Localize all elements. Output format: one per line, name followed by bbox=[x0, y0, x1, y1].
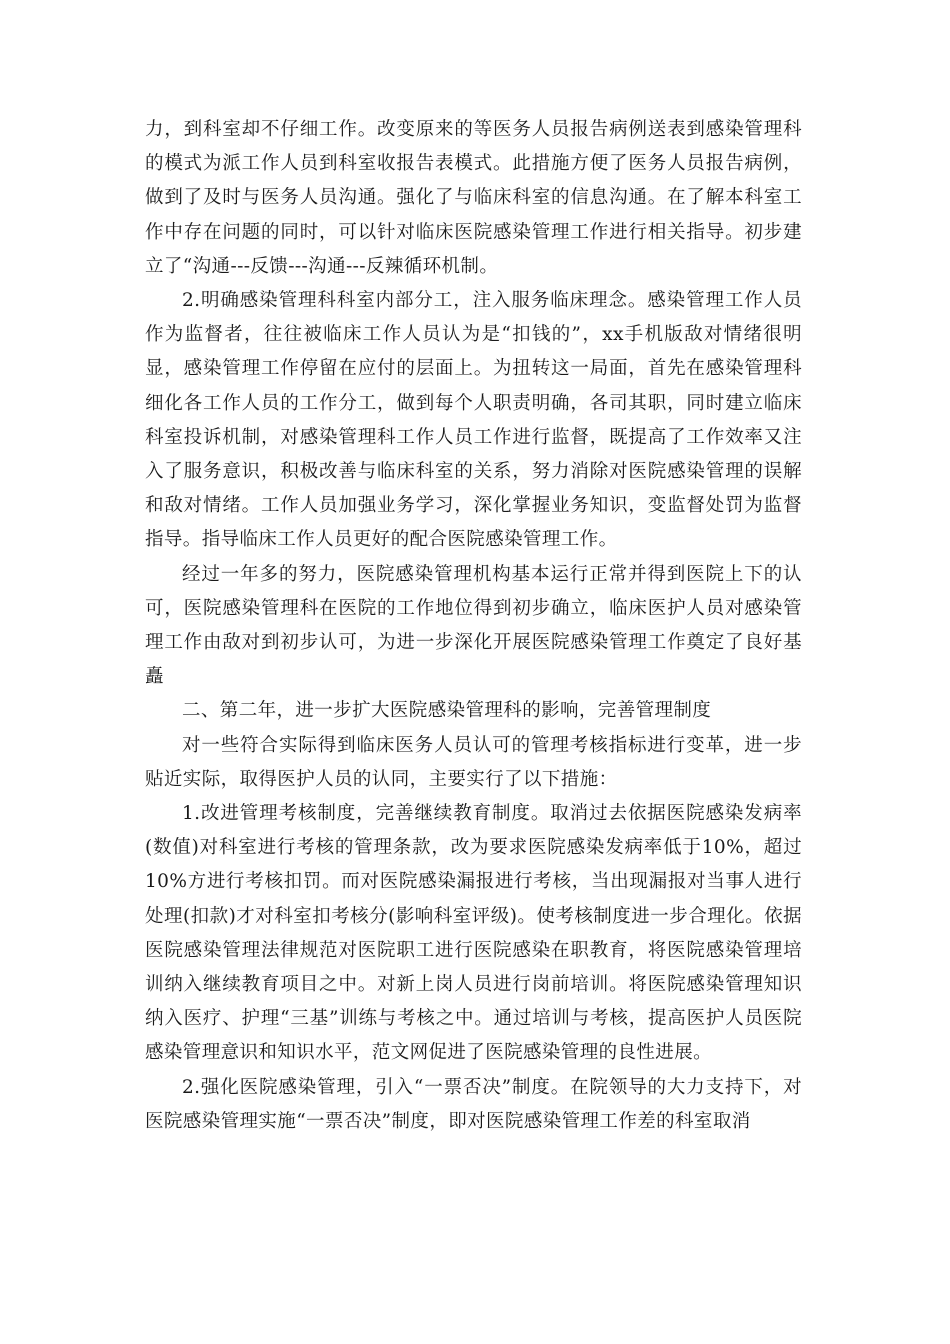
section-heading: 二、第二年，进一步扩大医院感染管理科的影响，完善管理制度 bbox=[182, 700, 712, 722]
paragraph-1: 力，到科室却不仔细工作。改变原来的等医务人员报告病例送表到感染管理科的模式为派工作人员到科室收报告表模式。此措施方便了医务人员报告病例，做到了及时与医务人员沟通。强化了与临床科室的信息沟通。在了解本科室工作中存在问题的同时，可以针对临床医院感染管理工作进行相关指导。初步建立了“沟通---反馈---沟通---反辣循环机制。 bbox=[145, 119, 802, 277]
document-body bbox=[145, 113, 802, 1139]
paragraph-5: 1.改进管理考核制度，完善继续教育制度。取消过去依据医院感染发病率(数值)对科室进行考核的管理条款，改为要求医院感染发病率低于10%，超过10%方进行考核扣罚。而对医院感染漏报进行考核，当出现漏报对当事人进行处理(扣款)才对科室扣考核分(影响科室评级)。使考核制度进一步合理化。依据医院感染管理法律规范对医院职工进行医院感染在职教育，将医院感染管理培训纳入继续教育项目之中。对新上岗人员进行岗前培训。将医院感染管理知识纳入医疗、护理“三基”训练与考核之中。通过培训与考核，提高医护人员医院感染管理意识和知识水平，范文网促进了医院感染管理的良性进展。 bbox=[145, 803, 802, 1064]
paragraph-3: 经过一年多的努力，医院感染管理机构基本运行正常并得到医院上下的认可，医院感染管理科在医院的工作地位得到初步确立，临床医护人员对感染管理工作由敌对到初步认可，为进一步深化开展医院感染管理工作奠定了良好基矗 bbox=[145, 563, 802, 688]
paragraph-2: 2.明确感染管理科科室内部分工，注入服务临床理念。感染管理工作人员作为监督者，往往被临床工作人员认为是“扣钱的”，xx手机版敌对情绪很明显，感染管理工作停留在应付的层面上。为扭转这一局面，首先在感染管理科细化各工作人员的工作分工，做到每个人职责明确，各司其职，同时建立临床科室投诉机制，对感染管理科工作人员工作进行监督，既提高了工作效率又注入了服务意识，积极改善与临床科室的关系，努力消除对医院感染管理的误解和敌对情绪。工作人员加强业务学习，深化掌握业务知识，变监督处罚为监督指导。指导临床工作人员更好的配合医院感染管理工作。 bbox=[145, 290, 802, 551]
paragraph-6: 2.强化医院感染管理，引入“一票否决”制度。在院领导的大力支持下，对医院感染管理实施“一票否决”制度，即对医院感染管理工作差的科室取消 bbox=[145, 1076, 802, 1132]
paragraph-4: 对一些符合实际得到临床医务人员认可的管理考核指标进行变革，进一步贴近实际，取得医护人员的认同，主要实行了以下措施： bbox=[145, 734, 802, 790]
